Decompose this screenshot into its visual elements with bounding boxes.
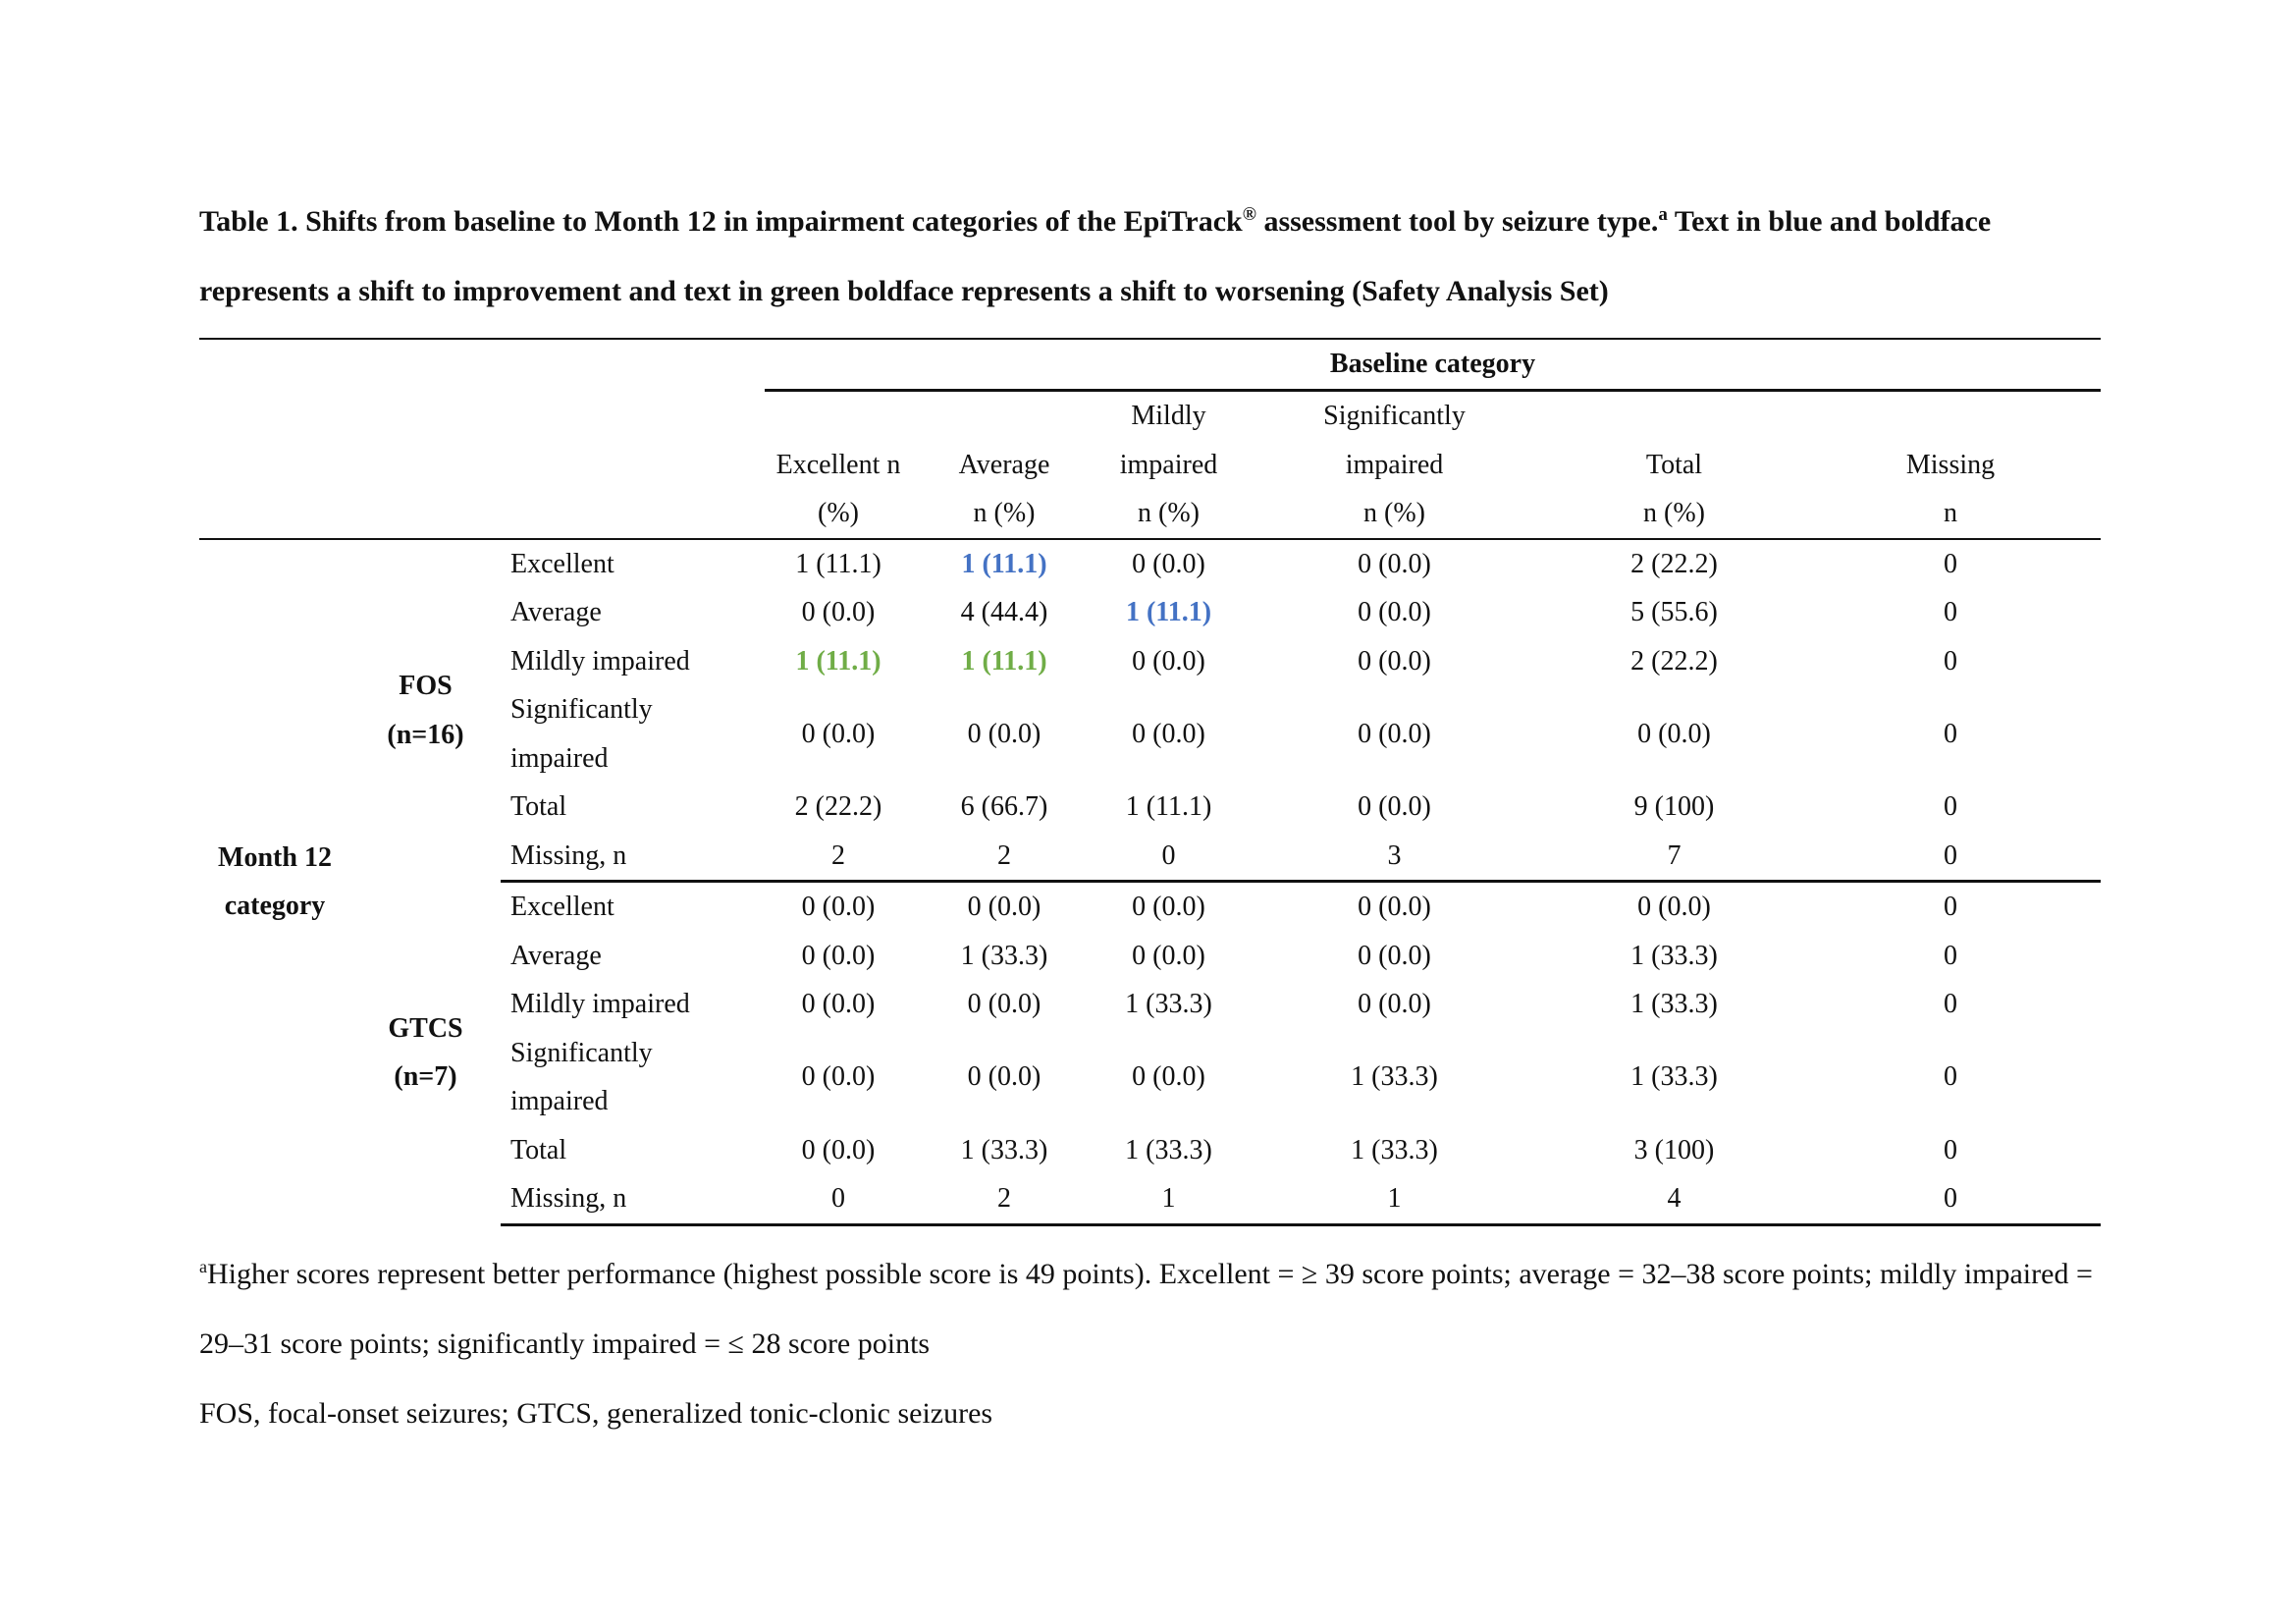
table-cell: 1 (33.3) [1125, 1134, 1212, 1165]
footnote-scores-text: Higher scores represent better performance (highest possible score is 49 points). Excellent = ≥ 39 score points; average = 32–38 score points; mildly impaired = 29–31 score points; significantly impaired = ≤ 28 score points [199, 1258, 2093, 1360]
table-cell: 1 (33.3) [1630, 940, 1718, 971]
header-row-1 [199, 391, 2101, 441]
table-cell: 0 (0.0) [967, 1061, 1041, 1093]
row-label: Mildly impaired [510, 989, 690, 1019]
caption-registered-mark: ® [1242, 204, 1256, 225]
table-cell-worsening: 1 (11.1) [961, 645, 1047, 677]
table-cell: 0 (0.0) [1132, 548, 1205, 579]
table-cell: 0 (0.0) [801, 892, 876, 922]
table-cell: 0 (0.0) [1358, 989, 1431, 1019]
table-cell: 2 (22.2) [1630, 645, 1718, 677]
group-label-fos [350, 539, 501, 882]
col-header-line3: (%) [765, 489, 912, 539]
shift-table [199, 338, 2101, 1226]
table-cell: 1 (33.3) [1351, 1061, 1438, 1093]
caption-text-end: Text in blue and boldface represents a shift to improvement and text in green boldface represents a shift to worsening (Safety Analysis Set) [199, 205, 1992, 307]
row-label: Total [510, 1134, 567, 1165]
table-cell: 0 (0.0) [967, 989, 1041, 1019]
table-cell: 0 (0.0) [801, 1134, 876, 1165]
header-row-2 [199, 441, 2101, 490]
table-cell: 0 (0.0) [1358, 940, 1431, 971]
table-cell: 5 (55.6) [1630, 597, 1718, 627]
table-cell: 4 (44.4) [960, 597, 1048, 627]
table-cell: 0 [1944, 645, 1957, 677]
group-name: GTCS [388, 1012, 463, 1044]
table-cell-improvement: 1 (11.1) [1125, 597, 1212, 627]
col-header-line3: n [1800, 489, 2101, 539]
table-cell: 0 (0.0) [1358, 548, 1431, 579]
table-cell: 0 (0.0) [801, 989, 876, 1019]
row-label: Missing, n [501, 832, 765, 882]
table-cell: 0 [1944, 989, 1957, 1019]
table-cell: 0 (0.0) [1358, 718, 1431, 749]
table-cell: 6 (66.7) [960, 791, 1048, 822]
table-cell: 0 (0.0) [801, 597, 876, 627]
table-cell: 0 (0.0) [1358, 791, 1431, 822]
table-cell: 3 (100) [1633, 1134, 1715, 1165]
table-cell: 0 (0.0) [1132, 645, 1205, 677]
table-cell: 0 (0.0) [1637, 718, 1711, 749]
table-cell: 0 (0.0) [1132, 940, 1205, 971]
table-cell: 0 (0.0) [967, 892, 1041, 922]
table-cell: 1 (33.3) [960, 940, 1048, 971]
table-cell: 1 (11.1) [795, 548, 881, 579]
table-cell: 0 (0.0) [1132, 892, 1205, 922]
row-category-line2: category [224, 891, 326, 922]
table-cell: 0 [1944, 1134, 1957, 1165]
table-cell: 1 [1241, 1174, 1548, 1224]
table-cell: 1 (11.1) [1125, 791, 1212, 822]
col-header-line3: n (%) [912, 489, 1096, 539]
table-cell: 0 [765, 1174, 912, 1224]
col-header-line2: Total [1645, 449, 1703, 480]
row-label-multiline [501, 1029, 765, 1126]
row-label: Average [510, 940, 602, 971]
row-label: Mildly impaired [510, 645, 690, 677]
row-label-line1: Significantly [510, 1037, 653, 1068]
table-cell: 0 (0.0) [801, 1061, 876, 1093]
table-cell: 0 [1944, 1061, 1957, 1093]
table-cell: 2 [912, 1174, 1096, 1224]
row-label-line2: impaired [510, 742, 609, 774]
table-cell: 3 [1241, 832, 1548, 882]
table-cell: 9 (100) [1633, 791, 1715, 822]
table-cell: 0 (0.0) [1132, 1061, 1205, 1093]
table-cell: 0 (0.0) [967, 718, 1041, 749]
table-cell: 0 (0.0) [1132, 718, 1205, 749]
caption-text-main: Table 1. Shifts from baseline to Month 12 in impairment categories of the EpiTrack [199, 205, 1243, 238]
table-row [199, 882, 2101, 932]
table-caption [199, 187, 2123, 326]
caption-text-mid: assessment tool by seizure type. [1255, 205, 1659, 238]
table-cell: 1 (33.3) [960, 1134, 1048, 1165]
group-n: (n=7) [394, 1061, 457, 1093]
table-cell: 7 [1548, 832, 1800, 882]
table-cell: 0 [1944, 791, 1957, 822]
table-cell: 0 [1944, 892, 1957, 922]
col-header-line3: n (%) [1241, 489, 1548, 539]
table-cell: 0 (0.0) [1358, 892, 1431, 922]
group-label-gtcs [350, 882, 501, 1225]
footnote-scores [199, 1239, 2123, 1379]
table-cell: 0 [1944, 718, 1957, 749]
col-header-line2: impaired [1345, 449, 1444, 480]
group-n: (n=16) [387, 719, 464, 750]
row-label: Excellent [510, 548, 614, 579]
header-row-baseline [199, 339, 2101, 391]
table-cell: 0 [1096, 832, 1241, 882]
table-cell: 0 [1944, 940, 1957, 971]
table-cell-improvement: 1 (11.1) [961, 548, 1047, 579]
col-header-line2: Excellent n [775, 449, 901, 480]
table-cell: 0 [1800, 832, 2101, 882]
row-category-line1: Month 12 [218, 841, 332, 873]
col-header-line2: Average [958, 449, 1050, 480]
col-header-line2: Missing [1905, 449, 1996, 480]
table-cell: 0 (0.0) [1358, 645, 1431, 677]
footnote-mark: a [199, 1257, 207, 1276]
table-cell: 2 (22.2) [794, 791, 882, 822]
footnote-abbreviations: FOS, focal-onset seizures; GTCS, generalized tonic-clonic seizures [199, 1397, 993, 1430]
col-header-line2: impaired [1119, 449, 1218, 480]
col-header-line1: Significantly [1323, 401, 1466, 431]
group-name: FOS [399, 671, 453, 701]
table-cell: 2 [765, 832, 912, 882]
row-label: Average [510, 597, 602, 627]
col-header-line1: Mildly [1131, 401, 1206, 431]
table-cell: 2 (22.2) [1630, 548, 1718, 579]
row-label: Excellent [510, 892, 614, 922]
row-label-line1: Significantly [510, 694, 653, 725]
table-cell: 0 (0.0) [801, 940, 876, 971]
header-row-3 [199, 489, 2101, 539]
col-header-line1 [765, 391, 912, 441]
table-cell: 0 (0.0) [801, 718, 876, 749]
table-cell: 1 [1096, 1174, 1241, 1224]
col-header-line1 [912, 391, 1096, 441]
table-cell: 0 (0.0) [1637, 892, 1711, 922]
table-cell: 2 [912, 832, 1096, 882]
table-cell: 0 [1800, 1174, 2101, 1224]
row-label-line2: impaired [510, 1086, 609, 1116]
table-row [199, 539, 2101, 589]
col-header-line1 [1548, 391, 1800, 441]
table-cell-worsening: 1 (11.1) [795, 645, 881, 677]
table-cell: 1 (33.3) [1630, 1061, 1718, 1093]
table-cell: 0 [1944, 597, 1957, 627]
table-cell: 0 [1944, 548, 1957, 579]
table-cell: 1 (33.3) [1125, 989, 1212, 1019]
row-label: Total [510, 791, 567, 822]
baseline-category-header: Baseline category [765, 339, 2101, 391]
caption-footnote-mark: a [1658, 204, 1668, 225]
row-label-multiline [501, 685, 765, 783]
table-cell: 1 (33.3) [1351, 1134, 1438, 1165]
table-cell: 1 (33.3) [1630, 989, 1718, 1019]
row-label: Missing, n [501, 1174, 765, 1224]
table-cell: 0 (0.0) [1358, 597, 1431, 627]
col-header-line3: n (%) [1096, 489, 1241, 539]
col-header-line3: n (%) [1548, 489, 1800, 539]
col-header-line1 [1800, 391, 2101, 441]
month12-category-label [199, 539, 350, 1225]
table-cell: 4 [1548, 1174, 1800, 1224]
